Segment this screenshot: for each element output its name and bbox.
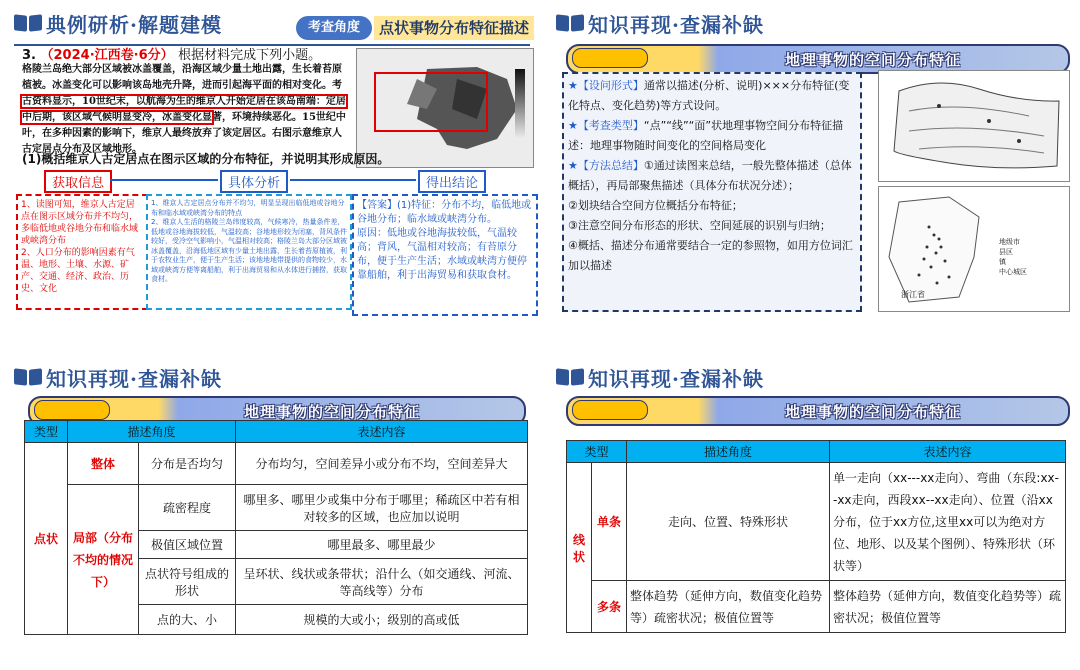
book-icon (14, 367, 42, 387)
banner-title: 地理事物的空间分布特征 (784, 403, 961, 421)
passage (22, 62, 350, 158)
panel-knowledge-intro (548, 0, 1080, 318)
zhejiang-dot-map (878, 186, 1070, 312)
col-content: 表述内容 (830, 441, 1066, 463)
type-cell: 线状 (567, 463, 592, 633)
banner-tag (34, 400, 110, 420)
question-source: （2024·江西卷·6分） (40, 48, 174, 63)
col-angle: 描述角度 (627, 441, 830, 463)
panel4-header (556, 362, 764, 392)
row-exam-type: ★【考查类型】“点”“线”“面”状地理事物空间分布特征描述：地理事物随时间变化的空间格局变化 (568, 119, 844, 152)
answer-head: 【答案】(1)特征：分布不均，临低地或谷地分布；临水域或峡湾分布。 (357, 200, 532, 225)
step-conclusion: 得出结论 (418, 170, 486, 193)
panel2-title: 知识再现·查漏补缺 (588, 12, 764, 37)
answer-box (352, 194, 538, 316)
info-box: 1、读图可知，维京人古定居点在图示区域分布并不均匀，多临低地或谷地分布和临水域或峡湾分布 2、人口分布的影响因素有气温、地形、土壤、水源、矿产、交通、经济、政治、历史、文化 (16, 194, 148, 310)
col-angle: 描述角度 (68, 421, 236, 443)
pill-exam-angle: 考查角度 (296, 16, 372, 40)
table-row: 局部（分布不均的情况下） 疏密程度 哪里多、哪里少或集中分布于哪里；稀疏区中若有相对较多的区域，也应加以说明 (25, 485, 528, 531)
panel1-title: 典例研析·解题建模 (46, 12, 222, 37)
table-header-row (567, 441, 1066, 463)
banner-tag (572, 48, 648, 68)
col-content: 表述内容 (236, 421, 528, 443)
book-icon (14, 13, 42, 33)
method-3: ③注意空间分布形态的形状、空间延展的识别与归纳； (568, 219, 831, 232)
map-label: 浙江省 (901, 290, 925, 299)
book-icon (556, 367, 584, 387)
pill-topic: 点状事物分布特征描述 (374, 16, 534, 40)
passage-highlight: 古资料显示，10世纪末，以航海为生的维京人开始定居在该岛南端：定居中后期，该区域气候明显变冷，冰盖变化显 (22, 96, 346, 123)
table-row: 极值区域位置 哪里最多、哪里最少 (25, 531, 528, 559)
method-4: ④概括、描述分布通常要结合一定的参照物，如用方位词汇加以描述 (568, 239, 853, 272)
question-line (22, 44, 321, 63)
panel1-header (14, 8, 222, 38)
col-type: 类型 (25, 421, 68, 443)
table-row: 点的大、小 规模的大或小；级别的高或低 (25, 605, 528, 635)
point-table (24, 420, 528, 635)
panel-line-distribution (548, 352, 1080, 670)
whole-cell: 整体 (68, 443, 139, 485)
banner-title: 地理事物的空间分布特征 (243, 403, 420, 421)
table-row: 线状 单条 走向、位置、特殊形状 单一走向（xx---xx走向）、弯曲（东段:xx--xx走向，西段xx--xx走向）、位置（沿xx分布，位于xx方位,这里xx可以为绝对方位、地形、以及某个图例）、特殊形状（环状等） (567, 463, 1066, 581)
flow-arrow-2 (290, 179, 416, 181)
passage-part1: 格陵兰岛绝大部分区域被冰盖覆盖，沿海区域少量土地出露，生长着苔原植被。冰盖变化可以影响该岛地壳升降，进而引起海平面的相对变化。考 (22, 64, 342, 91)
panel-point-distribution (0, 352, 540, 670)
question-instruction: 根据材料完成下列小题。 (178, 48, 322, 63)
banner-title: 地理事物的空间分布特征 (784, 51, 961, 69)
panel4-banner (566, 396, 1070, 426)
table-row: 点状符号组成的形状 呈环状、线状或条带状；沿什么（如交通线、河流、等高线等）分布 (25, 559, 528, 605)
local-cell: 局部（分布不均的情况下） (68, 485, 139, 635)
line-table (566, 440, 1066, 633)
single-cell: 单条 (592, 463, 627, 581)
map-legend: 地级市 县区 镇 中心城区 (999, 238, 1027, 276)
analysis-box: 1、维京人古定居点分布并不均匀，明显呈现出临低地或谷地分布和临水域或峡湾分布的特点 2、维京人生活的格陵兰岛纬度较高，气候寒冷，热量条件差，低地或谷地海拔较低，气温较高；谷地地形较为闭塞，背风条件较好，受冷空气影响小，气温相对较高；格陵兰岛大部分区域被冰盖覆盖，沿海低地区域有少量土地出露，生长着苔原植被，利于农牧业生产，便于生产生活；该地地地带提供的食物较少，水域或峡湾方便等离船舶，利于出海贸易和从水体进行捕捞，获取食材。 (146, 194, 352, 310)
panel2-header (556, 8, 764, 38)
panel3-title: 知识再现·查漏补缺 (46, 366, 222, 391)
contour-map (878, 70, 1070, 182)
banner-tag (572, 400, 648, 420)
table-row: 点状 整体 分布是否均匀 分布均匀，空间差异小或分布不均，空间差异大 (25, 443, 528, 485)
type-cell: 点状 (25, 443, 68, 635)
step-analysis: 具体分析 (220, 170, 288, 193)
panel3-header (14, 362, 222, 392)
panel4-title: 知识再现·查漏补缺 (588, 366, 764, 391)
row-question-form: ★【设问形式】通常以描述(分析、说明)×××分布特征(变化特点、变化趋势)等方式设问。 (568, 79, 850, 112)
col-type: 类型 (567, 441, 627, 463)
flow-arrow-1 (110, 179, 218, 181)
passage-part2: 著，环境持续恶化。15世纪中叶，在多种因素的影响下，维京人最终放弃了该定居区。右图示意维京人古定居点分布及区域地形。 (22, 112, 346, 155)
method-box (562, 72, 862, 312)
book-icon (556, 13, 584, 33)
panel-example-analysis (0, 0, 540, 318)
table-header-row (25, 421, 528, 443)
question-number: 3. (22, 48, 36, 63)
table-row: 多条 整体趋势（延伸方向，数值变化趋势等）疏密状况；极值位置等 整体趋势（延伸方向，数值变化趋势等）疏密状况；极值位置等 (567, 581, 1066, 633)
subquestion: (1)概括维京人古定居点在图示区域的分布特征，并说明其形成原因。 (22, 152, 390, 166)
step-get-info: 获取信息 (44, 170, 112, 193)
contour-map-graphic (879, 71, 1069, 181)
row-method: ★【方法总结】①通过读图来总结，一般先整体描述（总体概括），再局部聚焦描述（具体分布状况分述）； (568, 159, 852, 192)
multi-cell: 多条 (592, 581, 627, 633)
answer-body: 原因：低地或谷地海拔较低，气温较高；背风，气温相对较高；有苔原分布，便于生产生活；水域或峡湾方便停靠船舶，利于出海贸易和获取食材。 (357, 228, 527, 281)
method-2: ②划块结合空间方位概括分布特征； (568, 199, 743, 212)
